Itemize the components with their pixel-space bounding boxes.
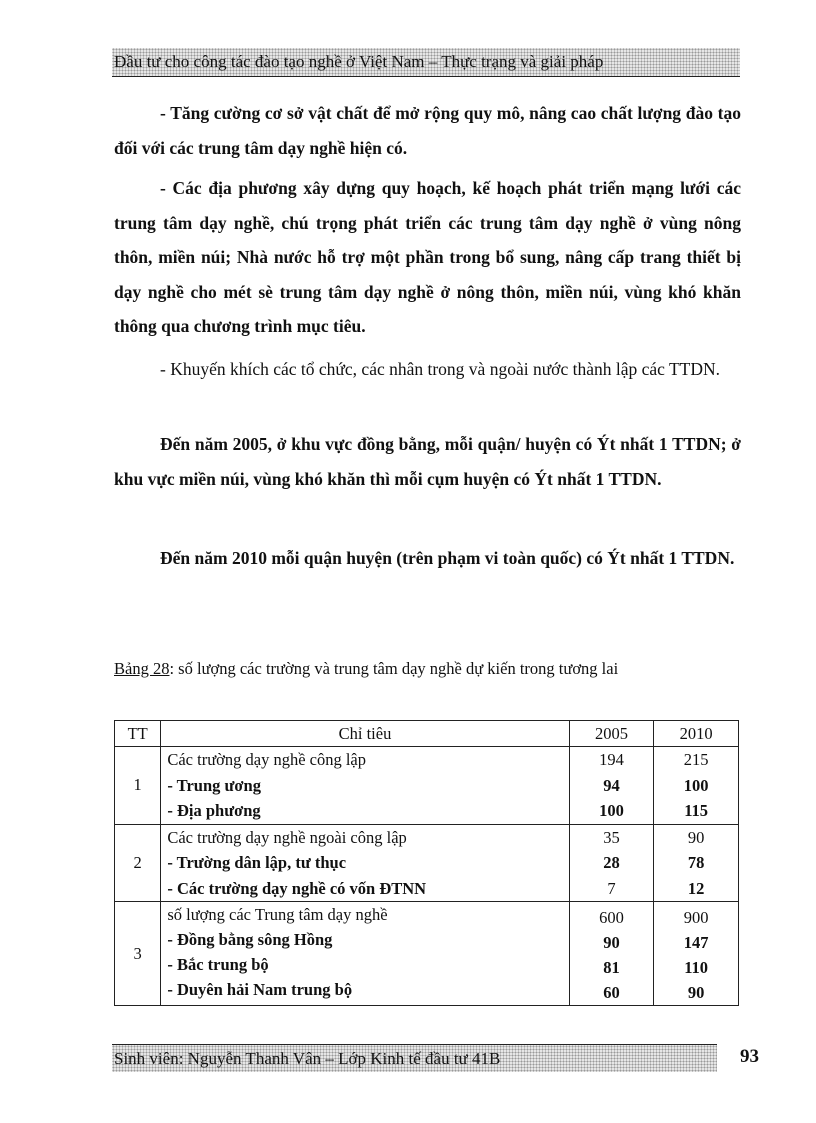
header-2005: 2005 (569, 721, 654, 747)
value-2010: 215 (683, 750, 709, 769)
row-label: - Trường dân lập, tư thục (167, 853, 347, 872)
group-labels (161, 747, 569, 825)
paragraph-3: - Khuyến khích các tổ chức, các nhân trong và ngoài nước thành lập các TTDN. (160, 359, 720, 379)
value-2010: 100 (683, 775, 709, 795)
group-labels (161, 902, 569, 1006)
paragraph-4: Đến năm 2005, ở khu vực đồng bằng, mỗi quận/ huyện có Ýt nhất 1 TTDN; ở khu vực miền núi, vùng khó khăn thì mỗi cụm huyện có Ýt nhất 1 TTDN. (114, 434, 741, 489)
paragraph-5: Đến năm 2010 mỗi quận huyện (trên phạm vi toàn quốc) có Ýt nhất 1 TTDN. (160, 548, 735, 568)
page-footer (112, 1044, 717, 1072)
paragraph-2: - Các địa phương xây dựng quy hoạch, kế hoạch phát triển mạng lưới các trung tâm dạy nghề, chú trọng phát triển các trung tâm dạy nghề ở vùng nông thôn, miền núi; Nhà nước hỗ trợ một phần trong bổ sung, nâng cấp trang thiết bị dạy nghề cho mét sè trung tâm dạy nghề ở nông thôn, miền núi, vùng khó khăn thông qua chương trình mục tiêu. (114, 178, 741, 336)
row-label: Các trường dạy nghề ngoài công lập (167, 827, 407, 847)
value-2010: 12 (687, 878, 705, 898)
table-row-group-3 (115, 902, 739, 1006)
row-label: - Duyên hải Nam trung bộ (167, 980, 353, 999)
row-label: Các trường dạy nghề công lập (167, 750, 366, 769)
group-values-2005 (569, 747, 654, 825)
value-2005: 100 (599, 801, 624, 820)
value-2005: 35 (603, 827, 620, 847)
row-label: - Địa phương (167, 801, 261, 820)
value-2005: 81 (603, 958, 620, 977)
value-2005: 90 (603, 933, 620, 952)
row-label: - Đồng bằng sông Hồng (167, 930, 333, 949)
footer-text: Sinh viên: Nguyễn Thanh Vân – Lớp Kinh tế đầu tư 41B (114, 1049, 501, 1068)
value-2010: 110 (684, 958, 709, 977)
header-title: Đầu tư cho công tác đào tạo nghề ở Việt Nam – Thực trạng và giải pháp (114, 52, 604, 71)
value-2010: 90 (687, 983, 705, 1002)
group-number: 3 (115, 902, 161, 1006)
page-header (112, 48, 740, 77)
value-2010: 78 (687, 853, 705, 872)
table-header-row (115, 721, 739, 747)
value-2005: 94 (603, 775, 620, 795)
group-values-2010 (654, 747, 739, 825)
forecast-table (114, 720, 739, 1006)
table-caption (114, 659, 618, 679)
value-2005: 60 (603, 983, 620, 1002)
group-values-2010 (654, 824, 739, 902)
page-number: 93 (740, 1046, 759, 1067)
value-2010: 115 (684, 801, 709, 820)
header-tt: TT (115, 721, 161, 747)
table-row-group-2 (115, 824, 739, 902)
row-label: - Bắc trung bộ (167, 955, 269, 974)
group-values-2010 (654, 902, 739, 1006)
table-caption-label: Bảng 28 (114, 659, 170, 678)
table-caption-text: : số lượng các trường và trung tâm dạy nghề dự kiến trong tương lai (169, 659, 619, 678)
value-2005: 194 (599, 750, 624, 769)
header-2010: 2010 (654, 721, 739, 747)
row-label: số lượng các Trung tâm dạy nghề (167, 905, 388, 924)
group-values-2005 (569, 902, 654, 1006)
value-2010: 147 (683, 933, 709, 952)
value-2005: 28 (603, 853, 620, 872)
group-number: 1 (115, 747, 161, 825)
row-label: - Trung ương (167, 775, 261, 795)
value-2005: 7 (607, 878, 616, 898)
group-labels (161, 824, 569, 902)
value-2010: 900 (683, 908, 709, 927)
group-values-2005 (569, 824, 654, 902)
table-row-group-1 (115, 747, 739, 825)
value-2005: 600 (599, 908, 624, 927)
row-label: - Các trường dạy nghề có vốn ĐTNN (167, 878, 427, 898)
header-chi-tieu: Chỉ tiêu (161, 721, 569, 747)
group-number: 2 (115, 824, 161, 902)
value-2010: 90 (687, 827, 705, 847)
paragraph-1: - Tăng cường cơ sở vật chất để mở rộng quy mô, nâng cao chất lượng đào tạo đối với các trung tâm dạy nghề hiện có. (114, 103, 741, 158)
